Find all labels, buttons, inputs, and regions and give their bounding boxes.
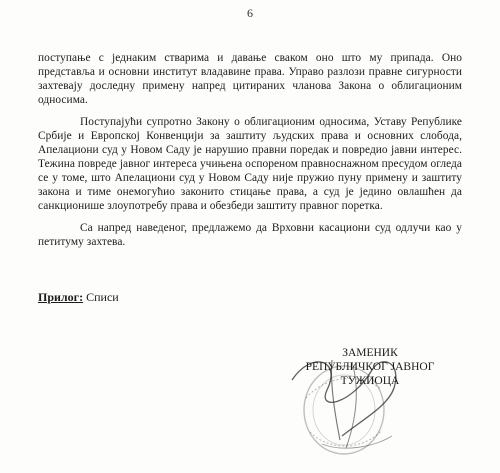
attachment-label: Прилог: <box>38 290 84 304</box>
document-body <box>38 51 462 257</box>
page-number: 6 <box>247 6 253 20</box>
signature-title-line-2: РЕПУБЛИЧКОГ ЈАВНОГ <box>305 361 435 373</box>
signature-block <box>300 346 440 388</box>
paragraph-1: поступање с једнаким стварима и давање сваком оно што му припада. Оно представља и основни институт владавине права. Управо разлози правне сигурности захтевају доследну примену напред цитираних чланова Закона о облигационим односима. <box>38 52 462 106</box>
signature-title-line-1: ЗАМЕНИК <box>342 347 398 359</box>
paragraph-2: Поступајући супротно Закону о облигационим односима, Уставу Републике Србије и Европској Конвенцији за заштиту људских права и основних слобода, Апелациони суд у Новом Саду је нарушио правни поредак и повредио јавни интерес. Тежина повреде јавног интереса учињена оспореном правноснажном пресудом огледа се у томе, што Апелациони суд у Новом Саду није пружио пуну примену и заштиту закона и тиме онемогућио законито стицање права, а суд је једино овлашћен да санкционише злоупотребу права и обезбеди заштиту правног поретка. <box>38 116 462 212</box>
attachment-value: Списи <box>86 290 119 304</box>
attachment-line <box>38 290 119 305</box>
paragraph-3: Са напред наведеног, предлажемо да Врховни касациони суд одлучи као у петитуму захтева. <box>38 222 462 248</box>
signature-title-line-3: ТУЖИОЦА <box>340 375 400 387</box>
